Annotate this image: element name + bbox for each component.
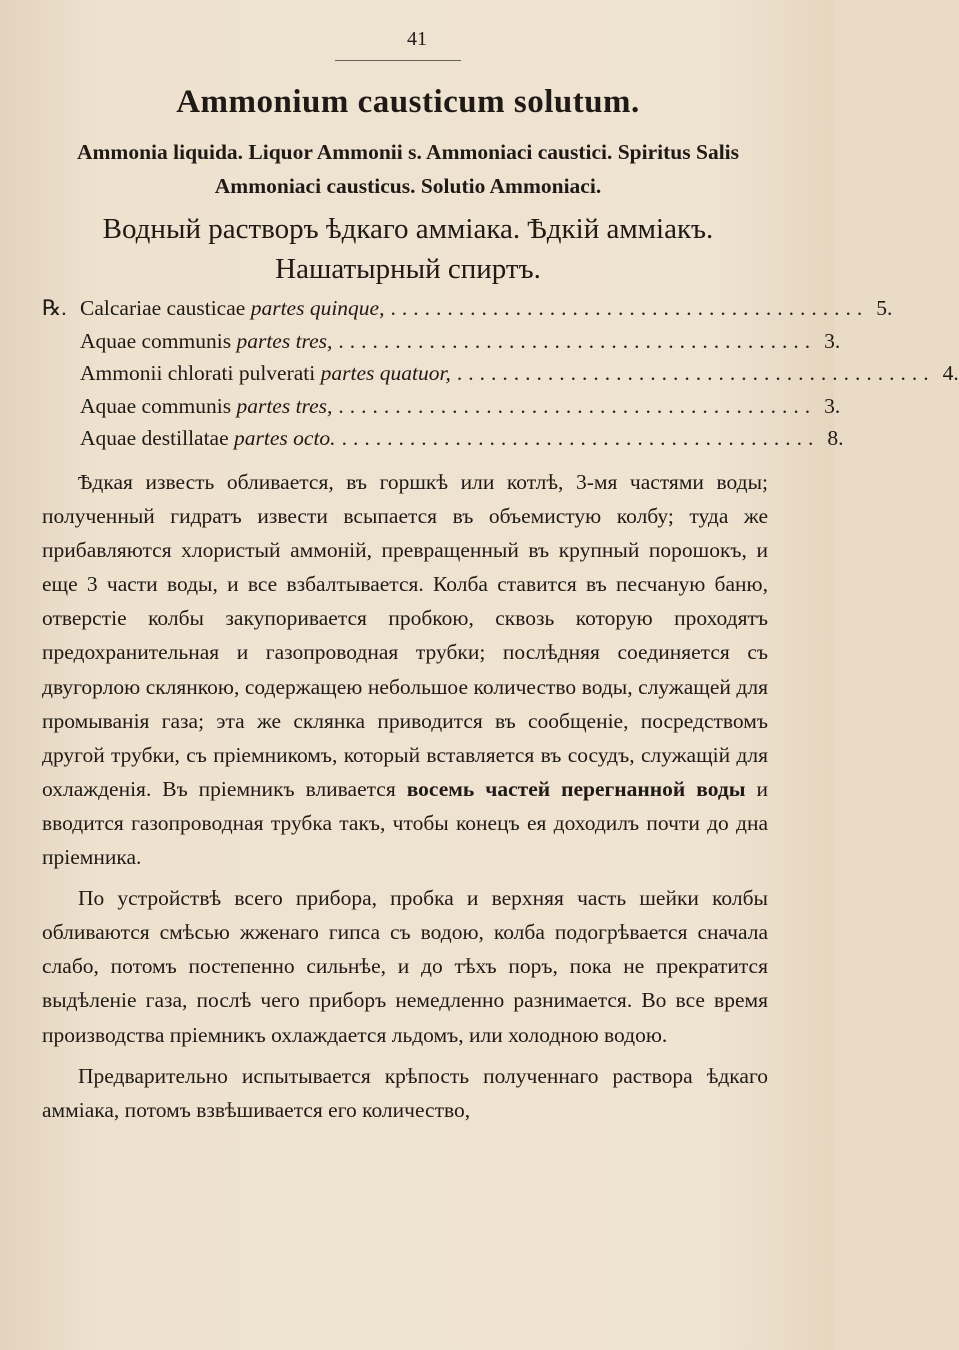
ingredient-portion: partes tres, bbox=[236, 393, 333, 418]
ingredient-quantity: 3. bbox=[824, 393, 841, 418]
ingredient-portion: partes octo. bbox=[234, 426, 336, 450]
page-title: Ammonium causticum solutum. bbox=[176, 84, 640, 120]
recipe-line bbox=[42, 296, 893, 329]
russian-title: Водный растворъ ѣдкаго амміака. Ѣдкій амміакъ. Нашатырный спиртъ. bbox=[102, 213, 714, 285]
dot-leader: .......................................... bbox=[341, 426, 820, 450]
paragraph: По устройствѣ всего прибора, пробка и верхняя часть шейки колбы обливаются смѣсью жженаго гипса съ водою, колба подогрѣвается сначала слабо, потомъ постепенно сильнѣе, и до тѣхъ поръ, пока не прекратится выдѣленіе газа, послѣ чего приборъ немедленно разнимается. Во все время производства пріемникъ охлаждается льдомъ, или холодною водою. bbox=[42, 886, 768, 1047]
ingredient-quantity: 3. bbox=[824, 328, 841, 353]
ingredient bbox=[80, 394, 332, 419]
ingredient-quantity: 4. bbox=[942, 361, 959, 385]
ingredient-name: Aquae communis bbox=[80, 328, 232, 353]
page-number-rule bbox=[335, 60, 461, 61]
recipe-list bbox=[42, 296, 959, 459]
ingredient-name: Aquae communis bbox=[80, 393, 232, 418]
paragraph bbox=[42, 465, 768, 874]
dot-leader: .......................................... bbox=[338, 393, 817, 418]
recipe-line bbox=[42, 328, 841, 362]
ingredient bbox=[80, 361, 451, 386]
ingredient-portion: partes quinque, bbox=[250, 296, 385, 320]
ingredient bbox=[80, 296, 384, 321]
ingredient bbox=[80, 329, 332, 354]
body-text bbox=[42, 465, 768, 1134]
dot-leader: .......................................... bbox=[390, 296, 869, 320]
dot-leader: .......................................... bbox=[338, 328, 817, 353]
paragraph-text: Ѣдкая известь обливается, въ горшкѣ или котлѣ, 3-мя частями воды; полученный гидратъ извести всыпается въ объемистую колбу; туда же прибавляются хлористый аммоній, превращенный въ крупный порошокъ, и еще 3 части воды, и все взбалтывается. Колба ставится въ песчаную баню, отверстіе колбы закупоривается пробкою, сквозь которую проходятъ предохранительная и газопроводная трубки; послѣдняя соединяется съ двугорлою склянкою, содержащею небольшое количество воды, служащей для промыванія газа; эта же склянка приводится въ сообщеніе, посредствомъ другой трубки, съ пріемникомъ, который вставляется въ сосудъ, служащій для охлажденія. Въ пріемникъ вливается bbox=[42, 470, 768, 801]
ingredient-quantity: 5. bbox=[876, 296, 893, 320]
ingredient-quantity: 8. bbox=[827, 426, 844, 450]
ingredient-name: Calcariae causticae bbox=[80, 296, 246, 320]
page-number: 41 bbox=[407, 28, 427, 50]
dot-leader: .......................................... bbox=[456, 361, 935, 385]
recipe-line bbox=[42, 361, 959, 394]
ingredient-name: Aquae destillatae bbox=[80, 426, 229, 450]
ingredient-portion: partes tres, bbox=[236, 328, 333, 353]
rx-symbol: ℞. bbox=[42, 296, 67, 320]
ingredient-name: Ammonii chlorati pulverati bbox=[80, 361, 316, 385]
recipe-line bbox=[42, 426, 844, 459]
ingredient-portion: partes quatuor, bbox=[320, 361, 451, 385]
emphasized-text: восемь частей перегнанной воды bbox=[406, 776, 746, 801]
paragraph-text: и вводится газопроводная трубка такъ, чтобы конецъ ея доходилъ почти до дна пріемника. bbox=[42, 776, 768, 870]
latin-synonyms: Ammonia liquida. Liquor Ammonii s. Ammoniaci caustici. Spiritus Salis Ammoniaci causticus. Solutio Ammoniaci. bbox=[76, 140, 740, 198]
paragraph: Предварительно испытывается крѣпость полученнаго раствора ѣдкаго амміака, потомъ взвѣшивается его количество, bbox=[42, 1063, 768, 1122]
ingredient bbox=[80, 426, 336, 451]
recipe-line bbox=[42, 393, 841, 427]
